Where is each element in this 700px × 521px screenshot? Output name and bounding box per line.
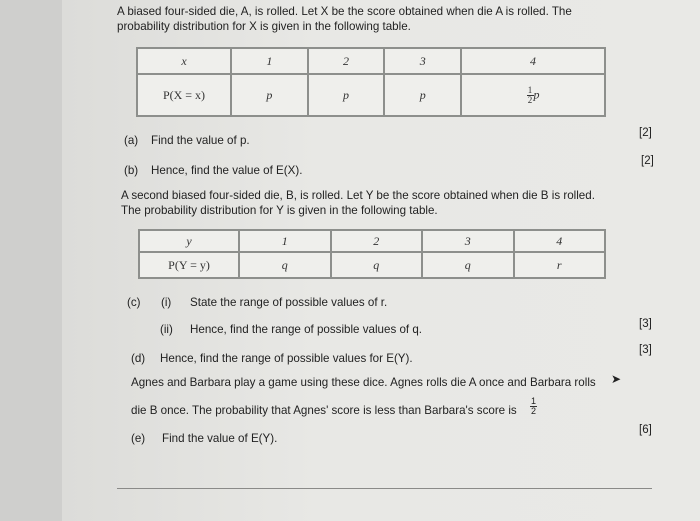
part-d-marks: [3] (639, 344, 652, 356)
fraction: $\frac{1}{2}$ (527, 84, 533, 105)
table-a-cell: p (231, 74, 308, 116)
part-c-i-text: State the range of possible values of r. (190, 296, 388, 309)
part-b-marks: [2] (641, 155, 654, 167)
part-c-label: (c) (127, 296, 141, 309)
part-c-marks: [3] (639, 318, 652, 330)
second-die-line-1: A second biased four-sided die, B, is rolled. Let Y be the score obtained when die B is rolled. (121, 189, 595, 202)
part-c-ii-text: Hence, find the range of possible values of q. (190, 323, 423, 336)
table-b-header-y: y (139, 230, 239, 252)
part-b-label: (b) (124, 164, 139, 177)
table-b-row-label: P(Y = y) (139, 252, 239, 278)
game-line-1: Agnes and Barbara play a game using these dice. Agnes rolls die A once and Barbara rolls (131, 376, 596, 389)
table-a-header-2: 2 (308, 48, 385, 74)
part-a-label: (a) (124, 134, 139, 147)
table-b-cell: q (239, 252, 331, 278)
table-b-header-2: 2 (331, 230, 423, 252)
part-d-text: Hence, find the range of possible values for E(Y). (160, 352, 413, 365)
table-a-header-x: x (137, 48, 231, 74)
part-c-i-label: (i) (161, 296, 172, 309)
part-d-label: (d) (131, 352, 146, 365)
table-a-cell: p (384, 74, 461, 116)
table-b-cell: q (331, 252, 423, 278)
table-b-header-4: 4 (514, 230, 606, 252)
table-b-header-3: 3 (422, 230, 514, 252)
second-die-line-2: The probability distribution for Y is given in the following table. (121, 204, 438, 217)
table-a-header-1: 1 (231, 48, 308, 74)
table-a-header-3: 3 (384, 48, 461, 74)
table-a-row-label: P(X = x) (137, 74, 231, 116)
part-e-label: (e) (131, 432, 146, 445)
answer-line (117, 488, 652, 489)
table-a-cell-fraction: $\frac{1}{2}$ p (461, 74, 605, 116)
part-c-ii-label: (ii) (160, 323, 173, 336)
game-line-2: die B once. The probability that Agnes' score is less than Barbara's score is (131, 404, 517, 417)
distribution-table-b (138, 229, 606, 279)
intro-line-1: A biased four-sided die, A, is rolled. Let X be the score obtained when die A is rolled. The (117, 5, 572, 18)
game-fraction: 1 2 (530, 396, 536, 416)
part-e-marks: [6] (639, 424, 652, 436)
table-a-cell: p (308, 74, 385, 116)
intro-line-2: probability distribution for X is given in the following table. (117, 20, 411, 33)
table-b-cell: q (422, 252, 514, 278)
part-a-text: Find the value of p. (151, 134, 250, 147)
part-b-text: Hence, find the value of E(X). (151, 164, 303, 177)
table-a-header-4: 4 (461, 48, 605, 74)
part-e-text: Find the value of E(Y). (162, 432, 278, 445)
part-a-marks: [2] (639, 127, 652, 139)
distribution-table-a (136, 47, 606, 117)
cursor-arrow-icon: ➤ (611, 372, 622, 386)
table-b-header-1: 1 (239, 230, 331, 252)
table-b-cell: r (514, 252, 606, 278)
